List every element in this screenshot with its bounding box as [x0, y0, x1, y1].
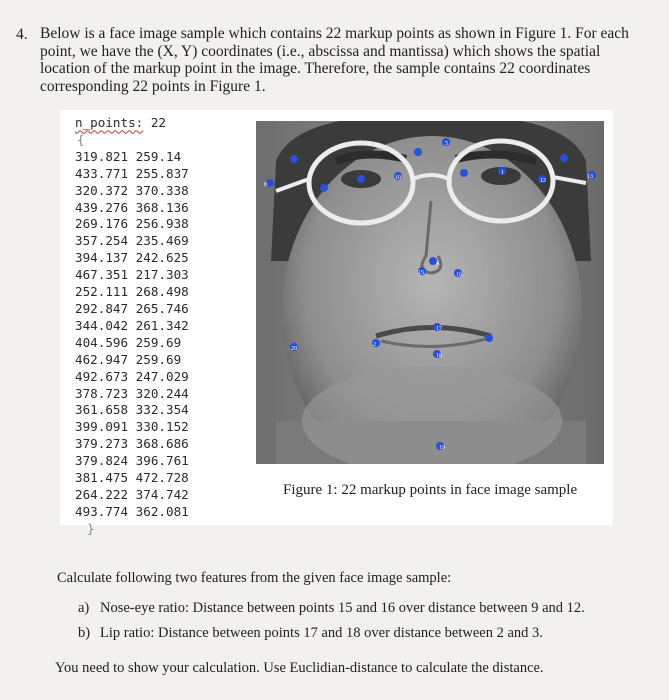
markup-point-label: 13 [587, 174, 593, 180]
face-image-svg [256, 121, 604, 464]
markup-point-label: 8 [264, 182, 267, 188]
markup-point [460, 169, 468, 177]
markup-point-label: 4 [436, 261, 439, 267]
coordinate-listing [75, 115, 189, 538]
listing-count: 22 [150, 115, 167, 130]
markup-point [266, 179, 274, 187]
coordinate-row: 378.723 320.244 [75, 385, 189, 401]
task-item-b [78, 625, 543, 642]
coordinate-row: 381.475 472.728 [75, 470, 189, 486]
coordinate-row: 492.673 247.029 [75, 368, 189, 384]
listing-close-brace: } [87, 520, 95, 536]
coordinate-row: 269.176 256.938 [75, 216, 189, 232]
coordinate-row: 379.824 396.761 [75, 453, 189, 469]
listing-header [75, 115, 189, 132]
markup-point [320, 184, 328, 192]
markup-point-label: 19 [439, 445, 445, 451]
markup-point-label: 2 [373, 342, 376, 348]
coordinate-row: 399.091 330.152 [75, 419, 189, 435]
markup-point-label: 5 [445, 141, 448, 147]
coordinate-row: 462.947 259.69 [75, 351, 182, 367]
coordinate-row: 404.596 259.69 [75, 334, 182, 350]
task-note: You need to show your calculation. Use Euclidian-distance to calculate the distance. [55, 660, 544, 676]
markup-point-label: 10 [395, 175, 401, 181]
coordinate-row: 344.042 261.342 [75, 317, 189, 333]
listing-open-brace: { [77, 131, 85, 147]
coordinate-row: 361.658 332.354 [75, 402, 189, 418]
coordinate-row: 433.771 255.837 [75, 165, 189, 181]
task-item-label: a) [78, 600, 90, 616]
question-text: Below is a face image sample which contains 22 markup points as shown in Figure 1. For each point, we have the (X, Y) coordinates (i.e., abscissa and mantissa) which shows the spatial location of the markup point in the image. Therefore, the sample contains 22 coordinates corresponding 22 points in Figure 1. [40, 25, 629, 95]
markup-point-label: 12 [540, 178, 546, 184]
markup-point-label: 1 [501, 170, 504, 176]
markup-point [290, 155, 298, 163]
figure-caption: Figure 1: 22 markup points in face image sample [283, 482, 578, 498]
coordinate-row: 292.847 265.746 [75, 300, 189, 316]
coordinate-row: 439.276 368.136 [75, 199, 189, 215]
coordinate-row: 357.254 235.469 [75, 233, 189, 249]
task-item-label: b) [78, 625, 91, 641]
markup-point-label: 15 [418, 270, 424, 276]
markup-point-label: 18 [436, 353, 442, 359]
markup-point-label: 16 [456, 272, 462, 278]
task-intro: Calculate following two features from the given face image sample: [57, 570, 452, 586]
task-item-text: Lip ratio: Distance between points 17 and 18 over distance between 2 and 3. [100, 625, 543, 641]
markup-point [485, 334, 493, 342]
coordinate-row: 379.273 368.686 [75, 436, 189, 452]
coordinate-row: 467.351 217.303 [75, 267, 189, 283]
coordinate-row: 493.774 362.081 [75, 503, 189, 519]
coordinate-row: 319.821 259.14 [75, 148, 182, 164]
coordinate-row: 264.222 374.742 [75, 486, 189, 502]
task-item-text: Nose-eye ratio: Distance between points 15 and 16 over distance between 9 and 12. [100, 600, 585, 616]
coordinate-row: 394.137 242.625 [75, 250, 189, 266]
markup-point [357, 175, 365, 183]
question-number: 4. [16, 26, 28, 43]
coordinate-rows [75, 149, 189, 521]
markup-point [414, 148, 422, 156]
face-image [256, 121, 604, 464]
coordinate-row: 320.372 370.338 [75, 182, 189, 198]
listing-key: n_points: [75, 115, 144, 130]
markup-point-label: 17 [436, 326, 442, 332]
coordinate-row: 252.111 268.498 [75, 284, 189, 300]
markup-point-label: 20 [291, 346, 297, 352]
markup-point [560, 154, 568, 162]
task-item-a [78, 600, 585, 617]
